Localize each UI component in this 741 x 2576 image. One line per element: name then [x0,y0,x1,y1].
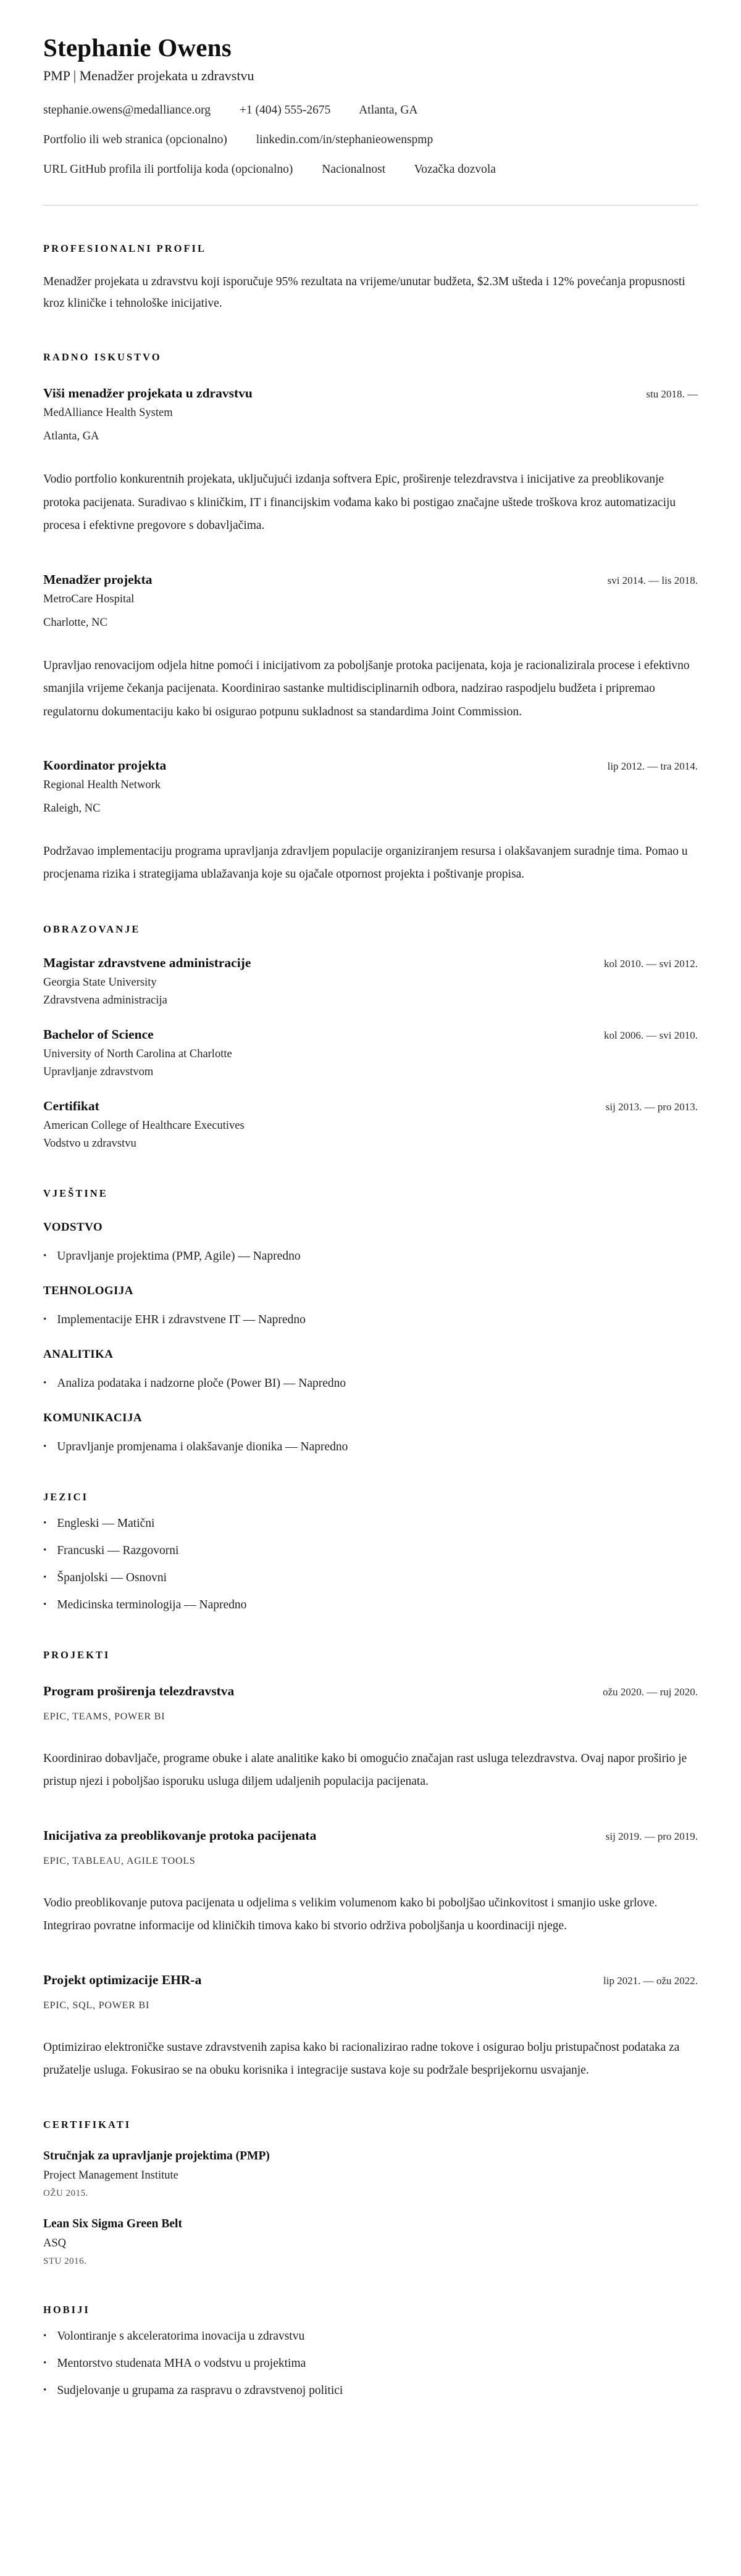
skill-category: TEHNOLOGIJA [43,1284,133,1297]
certification-name: Stručnjak za upravljanje projektima (PMP) [43,2150,270,2163]
email-text: stephanie.owens@medalliance.org [43,104,211,117]
section-skills [43,1187,698,1454]
education-header [43,955,698,971]
job-description: Podržavao implementaciju programa upravljanja zdravljem populacije organiziranjem resursa i olakšavanjem suradnje tima. Pomao u procjenama rizika i strategijama ublažavanja koje su ojačale otpornost projekta i poštivanje propisa. [43,844,688,881]
contact-block [43,104,698,177]
skill-item-text: • Analiza podataka i nadzorne ploče (Power BI) — Napredno [57,1376,346,1390]
job-dates: svi 2014. — lis 2018. [607,574,698,586]
project-dates: ožu 2020. — ruj 2020. [603,1685,698,1698]
skill-item-text: • Implementacije EHR i zdravstvene IT — Napredno [57,1313,306,1326]
section-projects [43,1649,698,2082]
skill-category: ANALITIKA [43,1347,114,1361]
certification-name: Lean Six Sigma Green Belt [43,2217,182,2231]
section-heading-experience: RADNO ISKUSTVO [43,351,162,364]
project-description: Vodio preoblikovanje putova pacijenata u odjelima s velikim volumenom kako bi poboljšao učinkovitost i smanjio uske grlove. Integrirao povratne informacije od kliničkih timova kako bi stvorio održiva poboljšanja u koordinaciji njege. [43,1896,658,1933]
skill-item [43,1313,698,1327]
language-item [43,1544,698,1558]
education-entry [43,1027,698,1079]
page-title: Stephanie Owens [43,33,232,62]
skill-category: VODSTVO [43,1220,103,1234]
headline: PMP | Menadžer projekata u zdravstvu [43,68,254,84]
skill-item-text: • Upravljanje promjenama i olakšavanje dionika — Napredno [57,1440,348,1453]
job-entry [43,572,698,723]
language-item-text: • Španjolski — Osnovni [57,1571,167,1584]
language-item [43,1598,698,1612]
phone-text: +1 (404) 555-2675 [239,104,331,117]
linkedin-text: linkedin.com/in/stephanieowenspmp [256,133,433,147]
job-header [43,758,698,773]
hobby-item [43,2357,698,2370]
section-heading-hobbies: HOBIJI [43,2304,90,2316]
field-of-study: Upravljanje zdravstvom [43,1065,154,1078]
skill-group [43,1221,698,1263]
section-experience [43,351,698,886]
job-dates: lip 2012. — tra 2014. [607,760,698,772]
resume-header [43,33,698,177]
project-description: Optimizirao elektroničke sustave zdravstvenih zapisa kako bi racionalizirao radne tokove i osigurao bolju pristupačnost podataka za pružatelje usluga. Fokusirao se na obuku korisnika i integracije sustava koje su podržale besprijekornu usvajanje. [43,2040,680,2077]
certification-entry [43,2217,698,2267]
project-entry [43,1972,698,2082]
section-education [43,923,698,1150]
project-title: Inicijativa za preoblikovanje protoka pacijenata [43,1827,317,1843]
section-certifications [43,2119,698,2267]
project-header [43,1684,698,1699]
hobby-item-text: • Mentorstvo studenata MHA o vodstvu u projektima [57,2357,306,2370]
job-title: Koordinator projekta [43,757,167,773]
language-list [43,1517,698,1612]
school-name: American College of Healthcare Executives [43,1119,245,1132]
job-dates: stu 2018. — [646,388,698,401]
education-entry [43,955,698,1007]
section-heading-skills: VJEŠTINE [43,1187,108,1199]
education-header [43,1099,698,1114]
job-description: Vodio portfolio konkurentnih projekata, uključujući izdanja softvera Epic, proširenje telezdravstva i inicijative za preoblikovanje protoka pacijenata. Suradivao s kliničkim, IT i financijskim vođama kako bi postigao značajne uštede troškova kroz automatizaciju procesa i efektivne pregovore s dobavljačima. [43,473,676,533]
project-header [43,1828,698,1843]
location-text: Atlanta, GA [359,104,418,117]
school-name: University of North Carolina at Charlotte [43,1047,232,1060]
job-company: MedAlliance Health System [43,407,173,420]
project-title: Program proširenja telezdravstva [43,1683,235,1698]
project-tech: EPIC, SQL, POWER BI [43,2000,150,2011]
project-title: Projekt optimizacije EHR-a [43,1972,202,1987]
language-item [43,1517,698,1531]
project-dates: sij 2019. — pro 2019. [605,1830,698,1842]
language-item-text: • Engleski — Matični [57,1516,155,1530]
section-profile [43,243,698,314]
education-entry [43,1099,698,1150]
education-dates: kol 2006. — svi 2010. [603,1029,698,1041]
hobby-item [43,2330,698,2343]
language-item-text: • Francuski — Razgovorni [57,1544,179,1557]
project-tech: EPIC, TABLEAU, AGILE TOOLS [43,1855,196,1866]
language-item [43,1571,698,1585]
project-entry [43,1684,698,1793]
project-entry [43,1828,698,1938]
job-header [43,386,698,401]
license-label: Vozačka dozvola [414,163,496,177]
skill-item-text: • Upravljanje projektima (PMP, Agile) — Napredno [57,1249,301,1263]
section-hobbies [43,2304,698,2398]
education-header [43,1027,698,1042]
language-item-text: • Medicinska terminologija — Napredno [57,1598,247,1611]
certification-entry [43,2150,698,2199]
job-description: Upravljao renovacijom odjela hitne pomoći i inicijativom za poboljšanje protoka pacijenata, koja je racionalizirala procese i efektivno smanjila vrijeme čekanja pacijenata. Koordinirao sastanke multidisciplinarnih odbora, nadzirao raspodjelu budžeta i pripremao regulatornu dokumentaciju kako bi osigurao potpunu sukladnost sa standardima Joint Commission. [43,659,690,718]
skill-group [43,1284,698,1327]
certification-date: STU 2016. [43,2256,87,2267]
skill-category: KOMUNIKACIJA [43,1411,142,1424]
contact-row-3 [43,163,698,177]
job-company: Regional Health Network [43,778,161,791]
project-description: Koordinirao dobavljače, programe obuke i alate analitike kako bi omogućio značajan rast usluga telezdravstva. Ovaj napor proširio je pristup njezi i poboljšao isporuku usluga diljem udaljenih populacija pacijenata. [43,1751,687,1789]
project-tech: EPIC, TEAMS, POWER BI [43,1711,165,1722]
job-entry [43,386,698,537]
github-placeholder-text: URL GitHub profila ili portfolija koda (opcionalno) [43,163,293,177]
job-title: Viši menadžer projekata u zdravstvu [43,386,253,401]
education-dates: sij 2013. — pro 2013. [605,1100,698,1113]
skill-group [43,1411,698,1454]
skill-item [43,1440,698,1454]
field-of-study: Zdravstvena administracija [43,994,167,1007]
hobby-item-text: • Volontiranje s akceleratorima inovacija u zdravstvu [57,2330,305,2343]
job-title: Menadžer projekta [43,571,153,587]
skill-item [43,1377,698,1390]
education-dates: kol 2010. — svi 2012. [603,957,698,970]
job-location: Raleigh, NC [43,802,101,815]
degree-title: Certifikat [43,1098,99,1113]
job-location: Charlotte, NC [43,616,107,629]
field-of-study: Vodstvo u zdravstvu [43,1137,136,1150]
hobby-list [43,2330,698,2398]
section-languages [43,1491,698,1612]
job-location: Atlanta, GA [43,430,99,443]
hobby-item-text: • Sudjelovanje u grupama za raspravu o zdravstvenoj politici [57,2384,343,2398]
project-header [43,1972,698,1988]
contact-row-1 [43,104,698,117]
website-placeholder-text: Portfolio ili web stranica (opcionalno) [43,133,227,147]
project-dates: lip 2021. — ožu 2022. [603,1974,698,1987]
hobby-item [43,2384,698,2398]
skill-group [43,1348,698,1390]
section-heading-education: OBRAZOVANJE [43,923,141,935]
job-entry [43,758,698,886]
section-heading-profile: PROFESIONALNI PROFIL [43,243,206,255]
section-heading-projects: PROJEKTI [43,1648,111,1661]
section-heading-certifications: CERTIFIKATI [43,2119,132,2131]
job-company: MetroCare Hospital [43,592,135,605]
certification-issuer: ASQ [43,2237,67,2250]
contact-row-2 [43,133,698,147]
school-name: Georgia State University [43,976,157,989]
section-heading-languages: JEZICI [43,1490,89,1503]
degree-title: Magistar zdravstvene administracije [43,955,251,970]
certification-date: OŽU 2015. [43,2188,88,2199]
skill-item [43,1250,698,1263]
job-header [43,572,698,588]
degree-title: Bachelor of Science [43,1026,154,1042]
profile-summary: Menadžer projekata u zdravstvu koji isporučuje 95% rezultata na vrijeme/unutar budžeta, $2.3M ušteda i 12% povećanja propusnosti kroz kliničke i tehnološke inicijative. [43,275,685,310]
certification-issuer: Project Management Institute [43,2169,178,2182]
nationality-label: Nacionalnost [322,163,386,177]
header-divider [43,205,698,206]
